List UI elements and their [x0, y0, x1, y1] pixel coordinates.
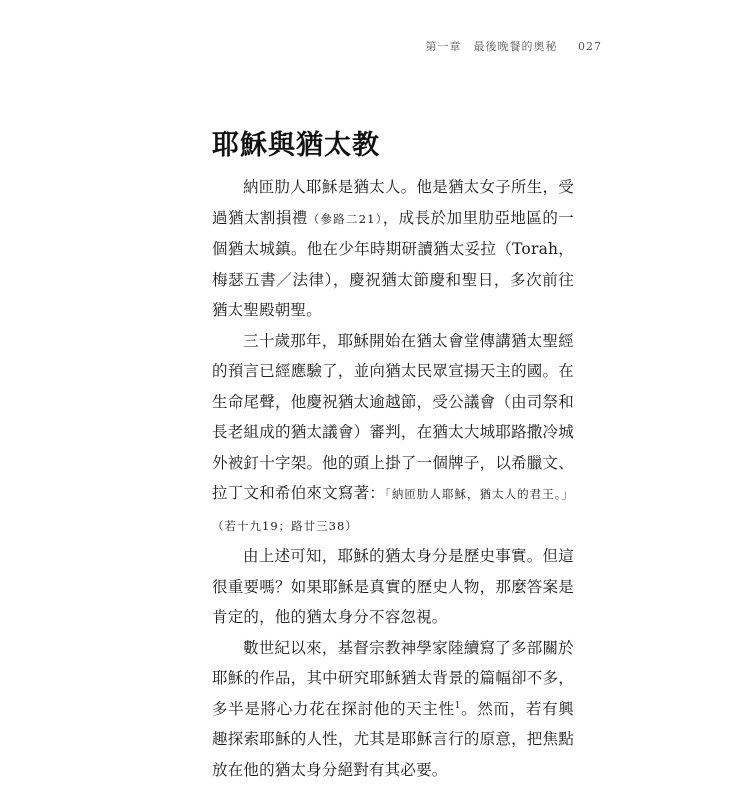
- paragraph-2-text: 三十歲那年，耶穌開始在猶太會堂傳講猶太聖經的預言已經應驗了，並向猶太民眾宣揚天主的國。在生命尾聲，他慶祝猶太逾越節，受公議會（由司祭和長老組成的猶太議會）審判，在猶太大城耶路撒冷城外被釘十字架。他的頭上掛了一個牌子，以希臘文、拉丁文和希伯來文寫著：: [212, 332, 574, 503]
- paragraph-4: [212, 633, 574, 785]
- inscription-quote: 「納匝肋人耶穌，猶太人的君王。」（若十九19；路廿三38）: [212, 487, 574, 533]
- paragraph-1-text-b: ，成長於加里肋亞地區的一個猶太城鎮。他在少年時期研讀猶太妥拉（Torah，梅瑟五書／法律），慶祝猶太節慶和聖日，多次前往猶太聖殿朝聖。: [212, 209, 574, 320]
- paragraph-2: [212, 326, 574, 542]
- section-title: 耶穌與猶太教: [212, 123, 380, 162]
- running-head: [426, 38, 603, 54]
- footnote-marker[interactable]: 1: [455, 700, 461, 710]
- paragraph-3-text: 由上述可知，耶穌的猶太身分是歷史事實。但這很重要嗎？如果耶穌是真實的歷史人物，那麼答案是肯定的，他的猶太身分不容忽視。: [212, 547, 574, 626]
- paragraph-1: [212, 172, 574, 326]
- body-text: [212, 172, 574, 785]
- running-title: 第一章 最後晚餐的奧秘: [426, 40, 558, 53]
- page-number: 027: [578, 40, 602, 53]
- paragraph-4-text-a: 數世紀以來，基督宗教神學家陸續寫了多部關於耶穌的作品，其中研究耶穌猶太背景的篇幅卻不多，多半是將心力花在探討他的天主性: [212, 639, 574, 718]
- paragraph-3: [212, 541, 574, 633]
- paragraph-4-text-b: 。然而，若有興趣探索耶穌的人性，尤其是耶穌言行的原意，把焦點放在他的猶太身分絕對有其必要。: [212, 700, 574, 779]
- scripture-reference: （參路二21）: [308, 212, 383, 226]
- paragraph-1-text-a: 納匝肋人耶穌是猶太人。他是猶太女子所生，受過猶太割損禮: [212, 178, 574, 227]
